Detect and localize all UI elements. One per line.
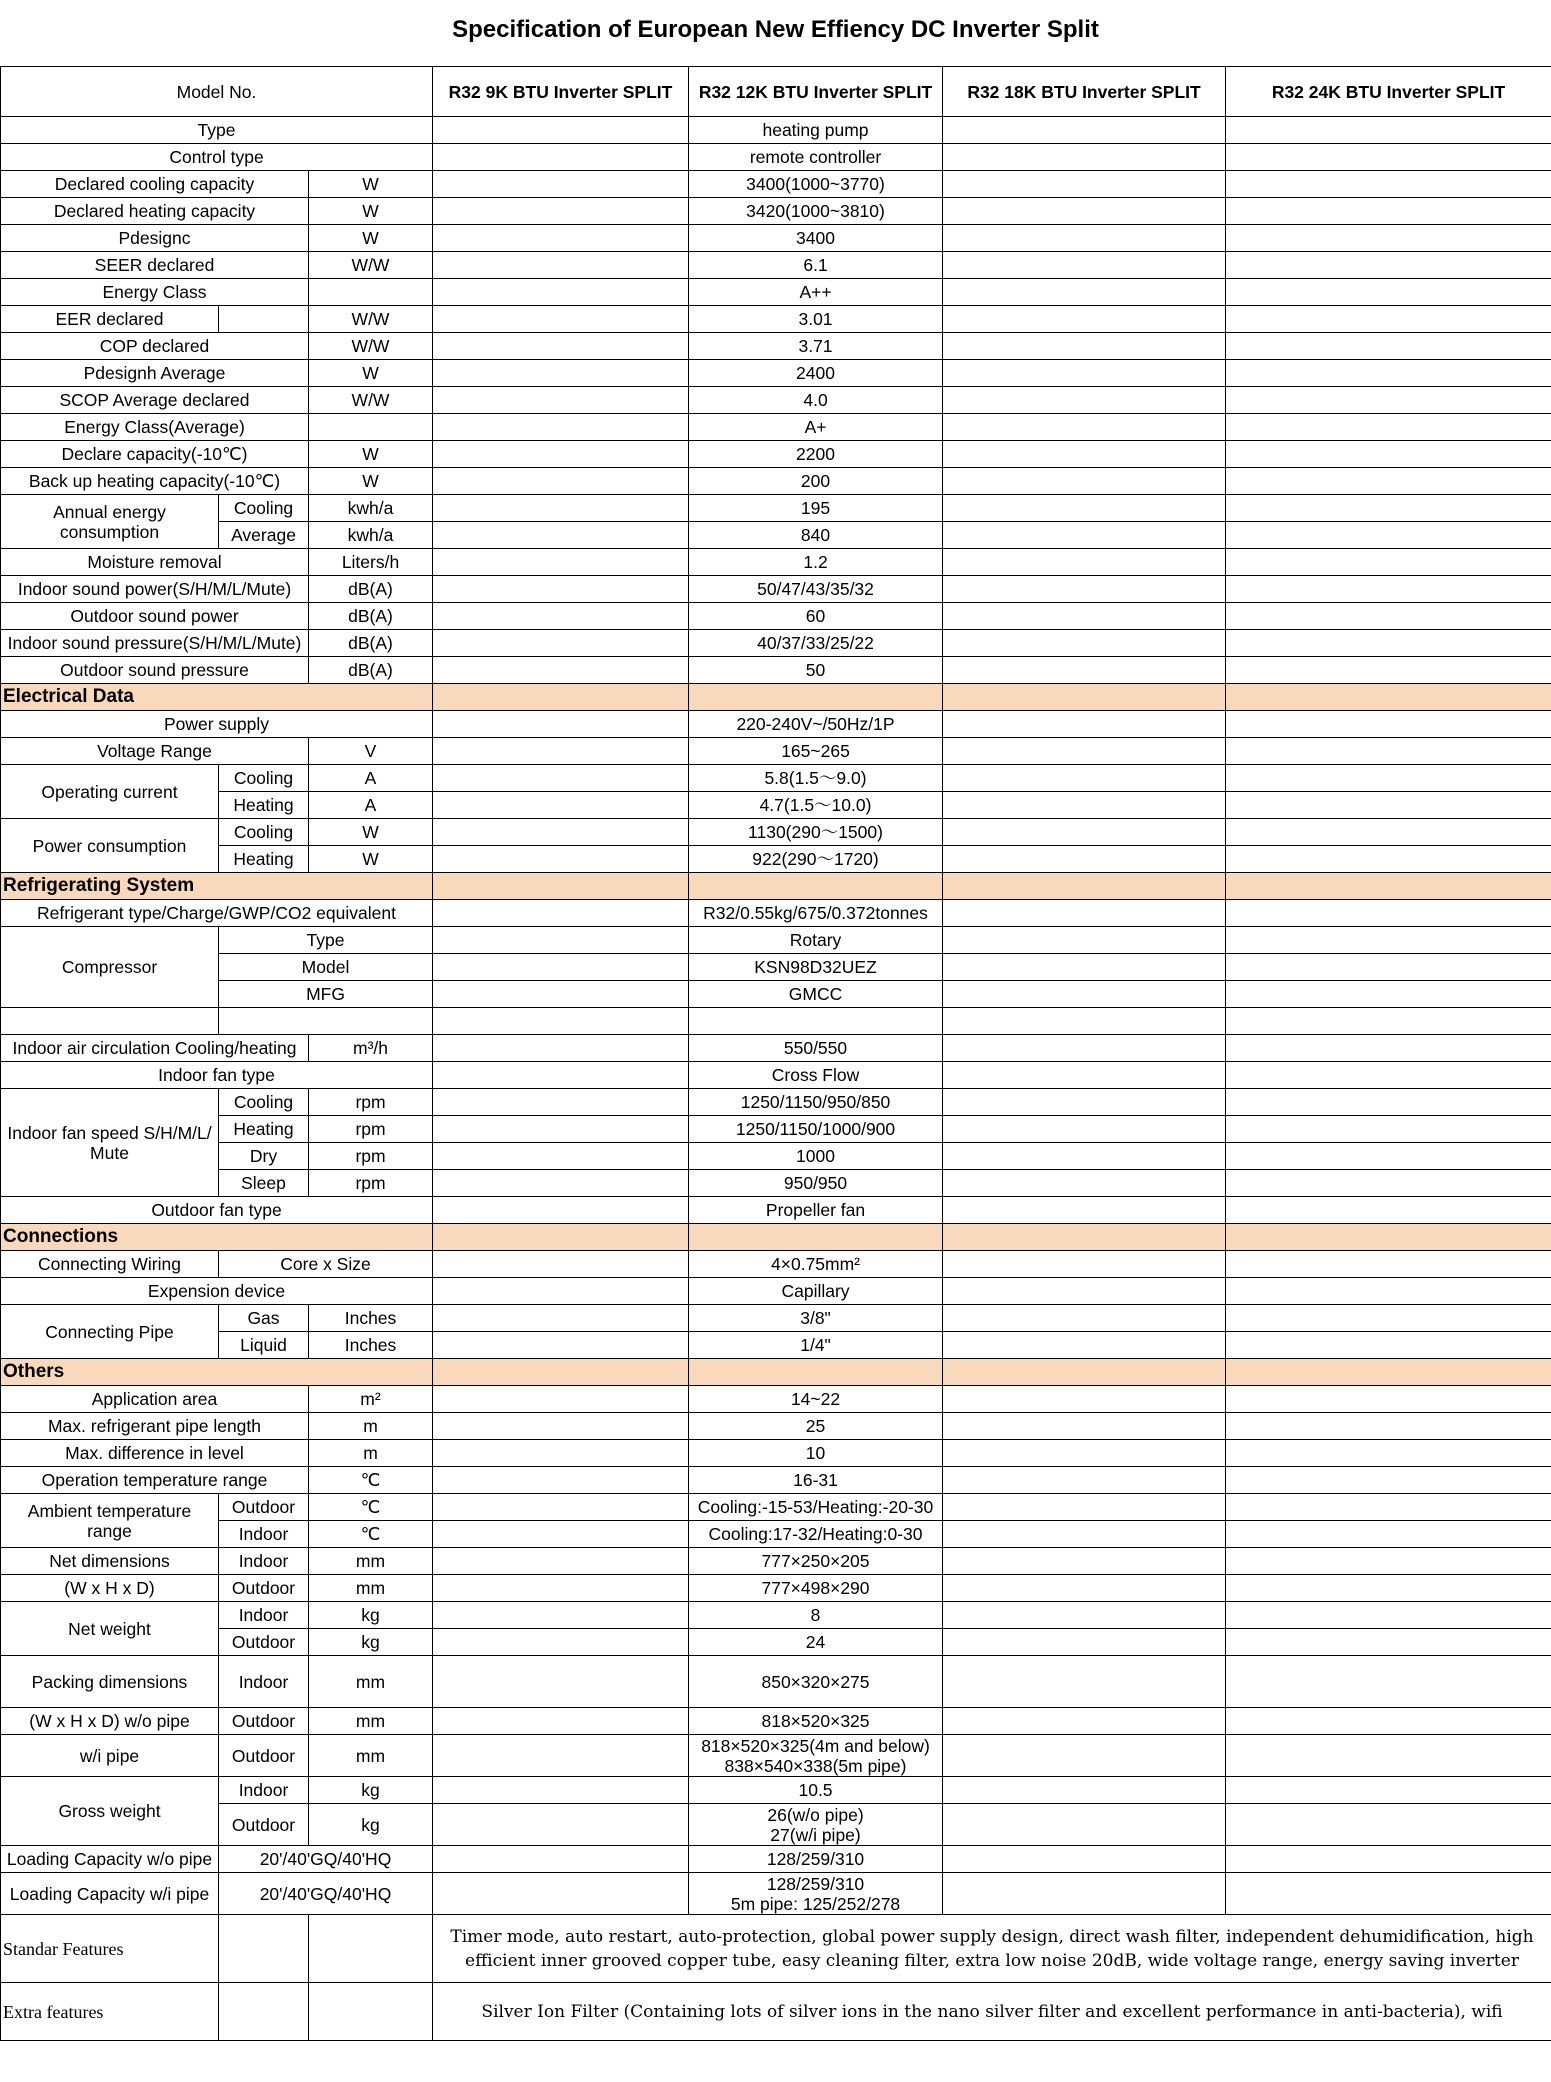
row-sublabel: 20'/40'GQ/40'HQ <box>219 1873 433 1915</box>
row-sublabel: Heating <box>219 846 309 873</box>
row-sublabel: Liquid <box>219 1332 309 1359</box>
row-value: 6.1 <box>689 252 943 279</box>
value-line: 26(w/o pipe) <box>767 1804 864 1825</box>
row-value: Timer mode, auto restart, auto-protection, global power supply design, direct wash filter, independent dehumidification, high efficient inner grooved copper tube, easy cleaning filter, extra low noise 20dB, wide voltage range, energy saving inverter <box>433 1915 1551 1983</box>
table-row <box>1 900 1551 927</box>
row-unit: kwh/a <box>309 522 433 549</box>
row-unit: ℃ <box>309 1494 433 1521</box>
row-label: Moisture removal <box>1 549 309 576</box>
table-row <box>1 846 1551 873</box>
table-row <box>1 711 1551 738</box>
row-label: Voltage Range <box>1 738 309 765</box>
row-value: 777×498×290 <box>689 1575 943 1602</box>
row-label: Max. refrigerant pipe length <box>1 1413 309 1440</box>
table-row <box>1 1143 1551 1170</box>
row-label: SEER declared <box>1 252 309 279</box>
row-value: Capillary <box>689 1278 943 1305</box>
table-row <box>1 1035 1551 1062</box>
row-sublabel: Indoor <box>219 1548 309 1575</box>
header-18k: R32 18K BTU Inverter SPLIT <box>943 67 1226 117</box>
row-value: 550/550 <box>689 1035 943 1062</box>
section-title: Refrigerating System <box>1 873 433 900</box>
row-sublabel: Outdoor <box>219 1629 309 1656</box>
row-unit: W <box>309 360 433 387</box>
table-row <box>1 819 1551 846</box>
row-value: A+ <box>689 414 943 441</box>
row-unit: Inches <box>309 1332 433 1359</box>
row-unit: kg <box>309 1602 433 1629</box>
row-sublabel: Outdoor <box>219 1708 309 1735</box>
row-unit: W <box>309 441 433 468</box>
row-unit: W <box>309 819 433 846</box>
row-value: Cross Flow <box>689 1062 943 1089</box>
row-unit: dB(A) <box>309 630 433 657</box>
row-label: Expension device <box>1 1278 433 1305</box>
row-unit: A <box>309 765 433 792</box>
row-sublabel: Core x Size <box>219 1251 433 1278</box>
table-row <box>1 1062 1551 1089</box>
table-row <box>1 1305 1551 1332</box>
table-row <box>1 1521 1551 1548</box>
table-row <box>1 1602 1551 1629</box>
table-row <box>1 1548 1551 1575</box>
table-row <box>1 1413 1551 1440</box>
row-value <box>689 1873 943 1915</box>
row-value: 220-240V~/50Hz/1P <box>689 711 943 738</box>
row-sublabel: Type <box>219 927 433 954</box>
table-row <box>1 1251 1551 1278</box>
row-sublabel: Heating <box>219 792 309 819</box>
row-unit: W/W <box>309 306 433 333</box>
row-label: Pdesignc <box>1 225 309 252</box>
value-line: 5m pipe: 125/252/278 <box>730 1893 901 1914</box>
table-row <box>1 981 1551 1008</box>
row-label: Packing dimensions <box>1 1656 219 1708</box>
row-sublabel: Sleep <box>219 1170 309 1197</box>
row-unit: dB(A) <box>309 603 433 630</box>
row-label: Annual energy consumption <box>1 495 219 549</box>
row-sublabel: Cooling <box>219 765 309 792</box>
table-row <box>1 1332 1551 1359</box>
table-row <box>1 738 1551 765</box>
header-model-no: Model No. <box>1 67 433 117</box>
table-row <box>1 1197 1551 1224</box>
table-row <box>1 522 1551 549</box>
row-unit: dB(A) <box>309 576 433 603</box>
row-value: 818×520×325 <box>689 1708 943 1735</box>
row-unit: mm <box>309 1656 433 1708</box>
row-unit: V <box>309 738 433 765</box>
row-sublabel: MFG <box>219 981 433 1008</box>
row-unit: kg <box>309 1777 433 1804</box>
table-row <box>1 144 1551 171</box>
header-24k: R32 24K BTU Inverter SPLIT <box>1226 67 1551 117</box>
row-sublabel: Outdoor <box>219 1735 309 1777</box>
row-unit: m <box>309 1413 433 1440</box>
row-value: 4.0 <box>689 387 943 414</box>
row-label: Outdoor sound power <box>1 603 309 630</box>
row-value: heating pump <box>689 117 943 144</box>
page-title: Specification of European New Effiency DC Inverter Split <box>452 16 1099 43</box>
row-sublabel: Indoor <box>219 1656 309 1708</box>
row-sublabel: Outdoor <box>219 1494 309 1521</box>
row-unit: Liters/h <box>309 549 433 576</box>
table-row <box>1 117 1551 144</box>
row-value: R32/0.55kg/675/0.372tonnes <box>689 900 943 927</box>
row-value: 1250/1150/950/850 <box>689 1089 943 1116</box>
table-row <box>1 1735 1551 1777</box>
table-row <box>1 252 1551 279</box>
row-value: Propeller fan <box>689 1197 943 1224</box>
row-label: Declare capacity(-10℃) <box>1 441 309 468</box>
table-row <box>1 1873 1551 1915</box>
section-title: Connections <box>1 1224 433 1251</box>
row-value: 24 <box>689 1629 943 1656</box>
row-label: Extra features <box>1 1983 219 2041</box>
row-label: Control type <box>1 144 433 171</box>
row-value: 5.8(1.5～9.0) <box>689 765 943 792</box>
row-unit: kg <box>309 1804 433 1846</box>
row-label: Loading Capacity w/o pipe <box>1 1846 219 1873</box>
table-row <box>1 1846 1551 1873</box>
row-label: Loading Capacity w/i pipe <box>1 1873 219 1915</box>
row-sublabel: Gas <box>219 1305 309 1332</box>
row-unit: kwh/a <box>309 495 433 522</box>
row-sublabel: Outdoor <box>219 1804 309 1846</box>
row-value: 3/8" <box>689 1305 943 1332</box>
table-row <box>1 1575 1551 1602</box>
row-value: 3.01 <box>689 306 943 333</box>
table-row <box>1 927 1551 954</box>
table-row <box>1 1777 1551 1804</box>
row-unit: ℃ <box>309 1521 433 1548</box>
row-label: COP declared <box>1 333 309 360</box>
row-unit: rpm <box>309 1089 433 1116</box>
row-label: Connecting Wiring <box>1 1251 219 1278</box>
row-unit: m <box>309 1440 433 1467</box>
table-row <box>1 1629 1551 1656</box>
table-row <box>1 360 1551 387</box>
row-unit: mm <box>309 1708 433 1735</box>
row-value: 25 <box>689 1413 943 1440</box>
row-unit: W <box>309 171 433 198</box>
table-row <box>1 1170 1551 1197</box>
row-value: 165~265 <box>689 738 943 765</box>
table-row <box>1 1440 1551 1467</box>
table-row-standard-features <box>1 1915 1551 1983</box>
row-unit: W <box>309 468 433 495</box>
header-9k: R32 9K BTU Inverter SPLIT <box>433 67 689 117</box>
row-value: 14~22 <box>689 1386 943 1413</box>
row-label: Power consumption <box>1 819 219 873</box>
row-label: Outdoor fan type <box>1 1197 433 1224</box>
row-unit: rpm <box>309 1143 433 1170</box>
row-unit: ℃ <box>309 1467 433 1494</box>
value-line: 818×520×325(4m and below) <box>701 1735 930 1756</box>
row-unit: mm <box>309 1575 433 1602</box>
row-label: Max. difference in level <box>1 1440 309 1467</box>
table-row <box>1 468 1551 495</box>
table-row <box>1 603 1551 630</box>
value-line: 27(w/i pipe) <box>770 1824 861 1845</box>
row-unit: m² <box>309 1386 433 1413</box>
table-row-extra-features <box>1 1983 1551 2041</box>
row-label: Operating current <box>1 765 219 819</box>
table-row <box>1 495 1551 522</box>
table-row <box>1 171 1551 198</box>
row-sublabel: Cooling <box>219 819 309 846</box>
table-row <box>1 225 1551 252</box>
row-label: Refrigerant type/Charge/GWP/CO2 equivalent <box>1 900 433 927</box>
row-unit: kg <box>309 1629 433 1656</box>
row-value: 1/4" <box>689 1332 943 1359</box>
table-row <box>1 1494 1551 1521</box>
table-row <box>1 1708 1551 1735</box>
section-row-refrigerating <box>1 873 1551 900</box>
row-unit: mm <box>309 1735 433 1777</box>
table-row <box>1 279 1551 306</box>
header-12k: R32 12K BTU Inverter SPLIT <box>689 67 943 117</box>
row-unit: Inches <box>309 1305 433 1332</box>
row-label: Connecting Pipe <box>1 1305 219 1359</box>
row-unit: W/W <box>309 387 433 414</box>
row-unit: dB(A) <box>309 657 433 684</box>
row-value: 4×0.75mm² <box>689 1251 943 1278</box>
table-row <box>1 306 1551 333</box>
row-sublabel: Cooling <box>219 1089 309 1116</box>
row-unit: W <box>309 198 433 225</box>
row-sublabel: Dry <box>219 1143 309 1170</box>
value-line: 838×540×338(5m pipe) <box>724 1755 907 1776</box>
row-label: Ambient temperature range <box>1 1494 219 1548</box>
table-header-row <box>1 67 1551 117</box>
row-sublabel: Cooling <box>219 495 309 522</box>
spec-table <box>0 66 1551 2041</box>
table-row <box>1 198 1551 225</box>
row-label: Power supply <box>1 711 433 738</box>
table-row <box>1 1278 1551 1305</box>
value-line: 128/259/310 <box>766 1873 865 1894</box>
row-value: 10.5 <box>689 1777 943 1804</box>
row-value: 1130(290～1500) <box>689 819 943 846</box>
row-value: 777×250×205 <box>689 1548 943 1575</box>
row-value: 16-31 <box>689 1467 943 1494</box>
row-value: 922(290～1720) <box>689 846 943 873</box>
row-label: Energy Class(Average) <box>1 414 309 441</box>
table-row <box>1 954 1551 981</box>
row-value: 40/37/33/25/22 <box>689 630 943 657</box>
row-value: GMCC <box>689 981 943 1008</box>
row-value: 8 <box>689 1602 943 1629</box>
row-value: 1000 <box>689 1143 943 1170</box>
table-row <box>1 1656 1551 1708</box>
row-label: Net dimensions <box>1 1548 219 1575</box>
row-value: KSN98D32UEZ <box>689 954 943 981</box>
row-value <box>689 1735 943 1777</box>
row-label: Indoor air circulation Cooling/heating <box>1 1035 309 1062</box>
row-label: Declared heating capacity <box>1 198 309 225</box>
section-row-connections <box>1 1224 1551 1251</box>
row-value: 2200 <box>689 441 943 468</box>
row-value: 3420(1000~3810) <box>689 198 943 225</box>
row-label: Energy Class <box>1 279 309 306</box>
table-row <box>1 765 1551 792</box>
row-unit: W <box>309 225 433 252</box>
row-value: Cooling:-15-53/Heating:-20-30 <box>689 1494 943 1521</box>
row-unit: rpm <box>309 1116 433 1143</box>
section-row-electrical <box>1 684 1551 711</box>
row-label: w/i pipe <box>1 1735 219 1777</box>
row-sublabel: Indoor <box>219 1602 309 1629</box>
row-label: (W x H x D) w/o pipe <box>1 1708 219 1735</box>
row-value: 200 <box>689 468 943 495</box>
row-label: Type <box>1 117 433 144</box>
row-unit: W/W <box>309 252 433 279</box>
row-value: 850×320×275 <box>689 1656 943 1708</box>
row-value: 3400(1000~3770) <box>689 171 943 198</box>
table-row <box>1 1089 1551 1116</box>
row-value: 128/259/310 <box>689 1846 943 1873</box>
row-value: A++ <box>689 279 943 306</box>
row-value: 2400 <box>689 360 943 387</box>
table-row <box>1 549 1551 576</box>
row-unit: W <box>309 846 433 873</box>
row-value: 3400 <box>689 225 943 252</box>
row-label: Indoor fan speed S/H/M/L/ Mute <box>1 1089 219 1197</box>
table-row <box>1 657 1551 684</box>
row-label: Declared cooling capacity <box>1 171 309 198</box>
row-label: Back up heating capacity(-10℃) <box>1 468 309 495</box>
row-value: 3.71 <box>689 333 943 360</box>
row-unit: rpm <box>309 1170 433 1197</box>
row-label: Pdesignh Average <box>1 360 309 387</box>
row-sublabel: Heating <box>219 1116 309 1143</box>
row-value: 60 <box>689 603 943 630</box>
row-value: Silver Ion Filter (Containing lots of silver ions in the nano silver filter and excellent performance in anti-bacteria), wifi <box>433 1983 1551 2041</box>
row-label: Indoor sound pressure(S/H/M/L/Mute) <box>1 630 309 657</box>
row-label: Indoor sound power(S/H/M/L/Mute) <box>1 576 309 603</box>
row-label: Standar Features <box>1 1915 219 1983</box>
row-sublabel: 20'/40'GQ/40'HQ <box>219 1846 433 1873</box>
row-sublabel: Model <box>219 954 433 981</box>
row-value: 50/47/43/35/32 <box>689 576 943 603</box>
table-row <box>1 792 1551 819</box>
row-value: 1.2 <box>689 549 943 576</box>
row-label: EER declared <box>1 306 219 333</box>
row-label: Compressor <box>1 927 219 1008</box>
row-sublabel: Indoor <box>219 1521 309 1548</box>
row-unit: A <box>309 792 433 819</box>
table-row <box>1 333 1551 360</box>
row-value: 4.7(1.5～10.0) <box>689 792 943 819</box>
row-value <box>689 1804 943 1846</box>
section-title: Electrical Data <box>1 684 433 711</box>
row-value: remote controller <box>689 144 943 171</box>
row-unit: m³/h <box>309 1035 433 1062</box>
table-row <box>1 1386 1551 1413</box>
table-row <box>1 387 1551 414</box>
row-label: (W x H x D) <box>1 1575 219 1602</box>
table-row <box>1 1804 1551 1846</box>
table-row <box>1 1116 1551 1143</box>
row-value: 50 <box>689 657 943 684</box>
row-value: Cooling:17-32/Heating:0-30 <box>689 1521 943 1548</box>
empty-row <box>1 1008 1551 1035</box>
table-row <box>1 414 1551 441</box>
row-sublabel: Average <box>219 522 309 549</box>
row-label: Operation temperature range <box>1 1467 309 1494</box>
row-label: Application area <box>1 1386 309 1413</box>
row-value: 195 <box>689 495 943 522</box>
table-row <box>1 1467 1551 1494</box>
row-value: 950/950 <box>689 1170 943 1197</box>
row-label: Net weight <box>1 1602 219 1656</box>
row-unit: W/W <box>309 333 433 360</box>
row-value: 1250/1150/1000/900 <box>689 1116 943 1143</box>
row-label: SCOP Average declared <box>1 387 309 414</box>
row-label: Indoor fan type <box>1 1062 433 1089</box>
row-sublabel: Outdoor <box>219 1575 309 1602</box>
row-value: 840 <box>689 522 943 549</box>
section-title: Others <box>1 1359 433 1386</box>
row-sublabel: Indoor <box>219 1777 309 1804</box>
row-label: Gross weight <box>1 1777 219 1846</box>
row-label: Outdoor sound pressure <box>1 657 309 684</box>
table-row <box>1 441 1551 468</box>
row-value: Rotary <box>689 927 943 954</box>
table-row <box>1 576 1551 603</box>
table-row <box>1 630 1551 657</box>
row-value: 10 <box>689 1440 943 1467</box>
section-row-others <box>1 1359 1551 1386</box>
row-unit: mm <box>309 1548 433 1575</box>
